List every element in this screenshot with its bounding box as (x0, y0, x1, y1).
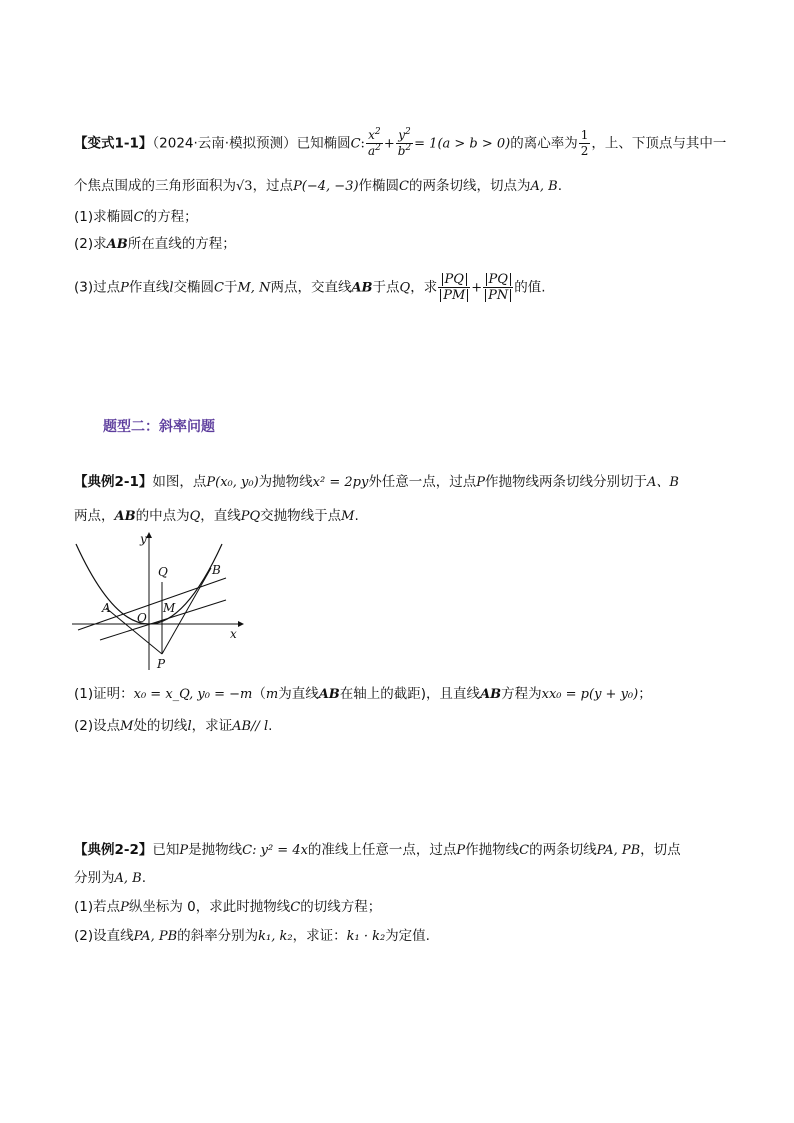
example-label: 【典例2-2】 (74, 842, 153, 858)
text: 已知椭圆 (296, 135, 351, 152)
example-2-1-line-2: 两点，AB的中点为Q，直线PQ交抛物线于点M. (74, 508, 359, 524)
example-2-1-line-1: 【典例2-1】如图，点P(x₀, y₀)为抛物线x² = 2py外任意一点，过点P作抛物线两条切线分别切于A、B (74, 474, 679, 490)
tangent-pa (106, 608, 162, 654)
label-a: A (102, 601, 111, 615)
problem-1-1-line-1: 【变式1-1】（2024·云南·模拟预测）已知椭圆C: $\frac{x^2}{a^2}$ + $\frac{y^2}{b^2}$ = 1(a > b > 0)的离心率为 $\frac{1}{2}$ ，上、下顶点与其中一 (74, 127, 727, 158)
math-expr: A, B (530, 179, 558, 194)
math-expr: : y² = 4x (252, 843, 308, 858)
label-q: Q (158, 565, 168, 579)
fraction-pq-pm: $\frac{PQ}{PM}$ (438, 272, 470, 303)
text: 的离心率为 (510, 135, 578, 152)
fraction-y: $\frac{y^2}{b^2}$ (397, 127, 412, 158)
example-2-2-line-2: 分别为A, B. (74, 870, 147, 886)
problem-1-1-q3: (3)过点P作直线l交椭圆C于M, N两点，交直线AB于点Q，求 $\frac{PQ}{PM}$ + $\frac{PQ}{PN}$ 的值. (74, 272, 546, 303)
label-m: M (163, 601, 176, 615)
math-expr: AB// l (232, 719, 269, 734)
example-label: 【典例2-1】 (74, 474, 153, 490)
problem-source: （2024·云南·模拟预测） (152, 135, 297, 152)
problem-label: 【变式1-1】 (74, 135, 153, 152)
problem-1-1-q1: (1)求椭圆C的方程； (74, 209, 198, 225)
problem-1-1-q2: (2)求AB所在直线的方程； (74, 236, 236, 252)
math-expr: xx₀ = p(y + y₀) (541, 687, 639, 702)
example-2-1-q1: (1)证明：x₀ = x_Q, y₀ = −m（m为直线AB在轴上的截距)，且直线AB方程为xx₀ = p(y + y₀)； (74, 686, 652, 702)
label-y: y (140, 532, 147, 546)
fraction-pq-pn: $\frac{PQ}{PN}$ (483, 272, 513, 303)
label-o: O (137, 611, 147, 625)
label-x: x (230, 627, 237, 641)
example-2-2-q1: (1)若点P纵坐标为 0，求此时抛物线C的切线方程； (74, 899, 382, 915)
label-p: P (157, 657, 166, 670)
y-axis-arrow (146, 532, 152, 538)
parabola-figure (70, 530, 250, 670)
math-var: C (350, 136, 361, 152)
x-axis-arrow (238, 621, 244, 627)
math-expr: x² = 2py (312, 475, 369, 490)
problem-1-1-line-2: 个焦点围成的三角形面积为√3，过点P(−4, −3)作椭圆C的两条切线，切点为A, B. (74, 178, 563, 194)
line-ab (78, 578, 226, 630)
text: ，上、下顶点与其中一 (591, 135, 727, 152)
math-expr: x₀ = x_Q, y₀ = −m (133, 687, 253, 702)
example-2-2-line-1: 【典例2-2】已知P是抛物线C: y² = 4x的准线上任意一点，过点P作抛物线C的两条切线PA, PB，切点 (74, 842, 681, 858)
example-2-1-q2: (2)设点M处的切线l，求证AB// l. (74, 718, 273, 734)
label-b: B (212, 563, 221, 577)
fraction-x: $\frac{x^2}{a^2}$ (367, 127, 381, 158)
fraction-half: $\frac{1}{2}$ (580, 128, 589, 158)
section-title: 题型二：斜率问题 (103, 419, 215, 435)
math-expr: = 1(a > b > 0) (414, 136, 511, 152)
math-expr: P(x₀, y₀) (206, 475, 259, 490)
example-2-2-q2: (2)设直线PA, PB的斜率分别为k₁, k₂，求证：k₁ · k₂为定值. (74, 928, 430, 944)
math-expr: P(−4, −3) (293, 179, 359, 194)
math-expr: √3 (236, 179, 253, 194)
